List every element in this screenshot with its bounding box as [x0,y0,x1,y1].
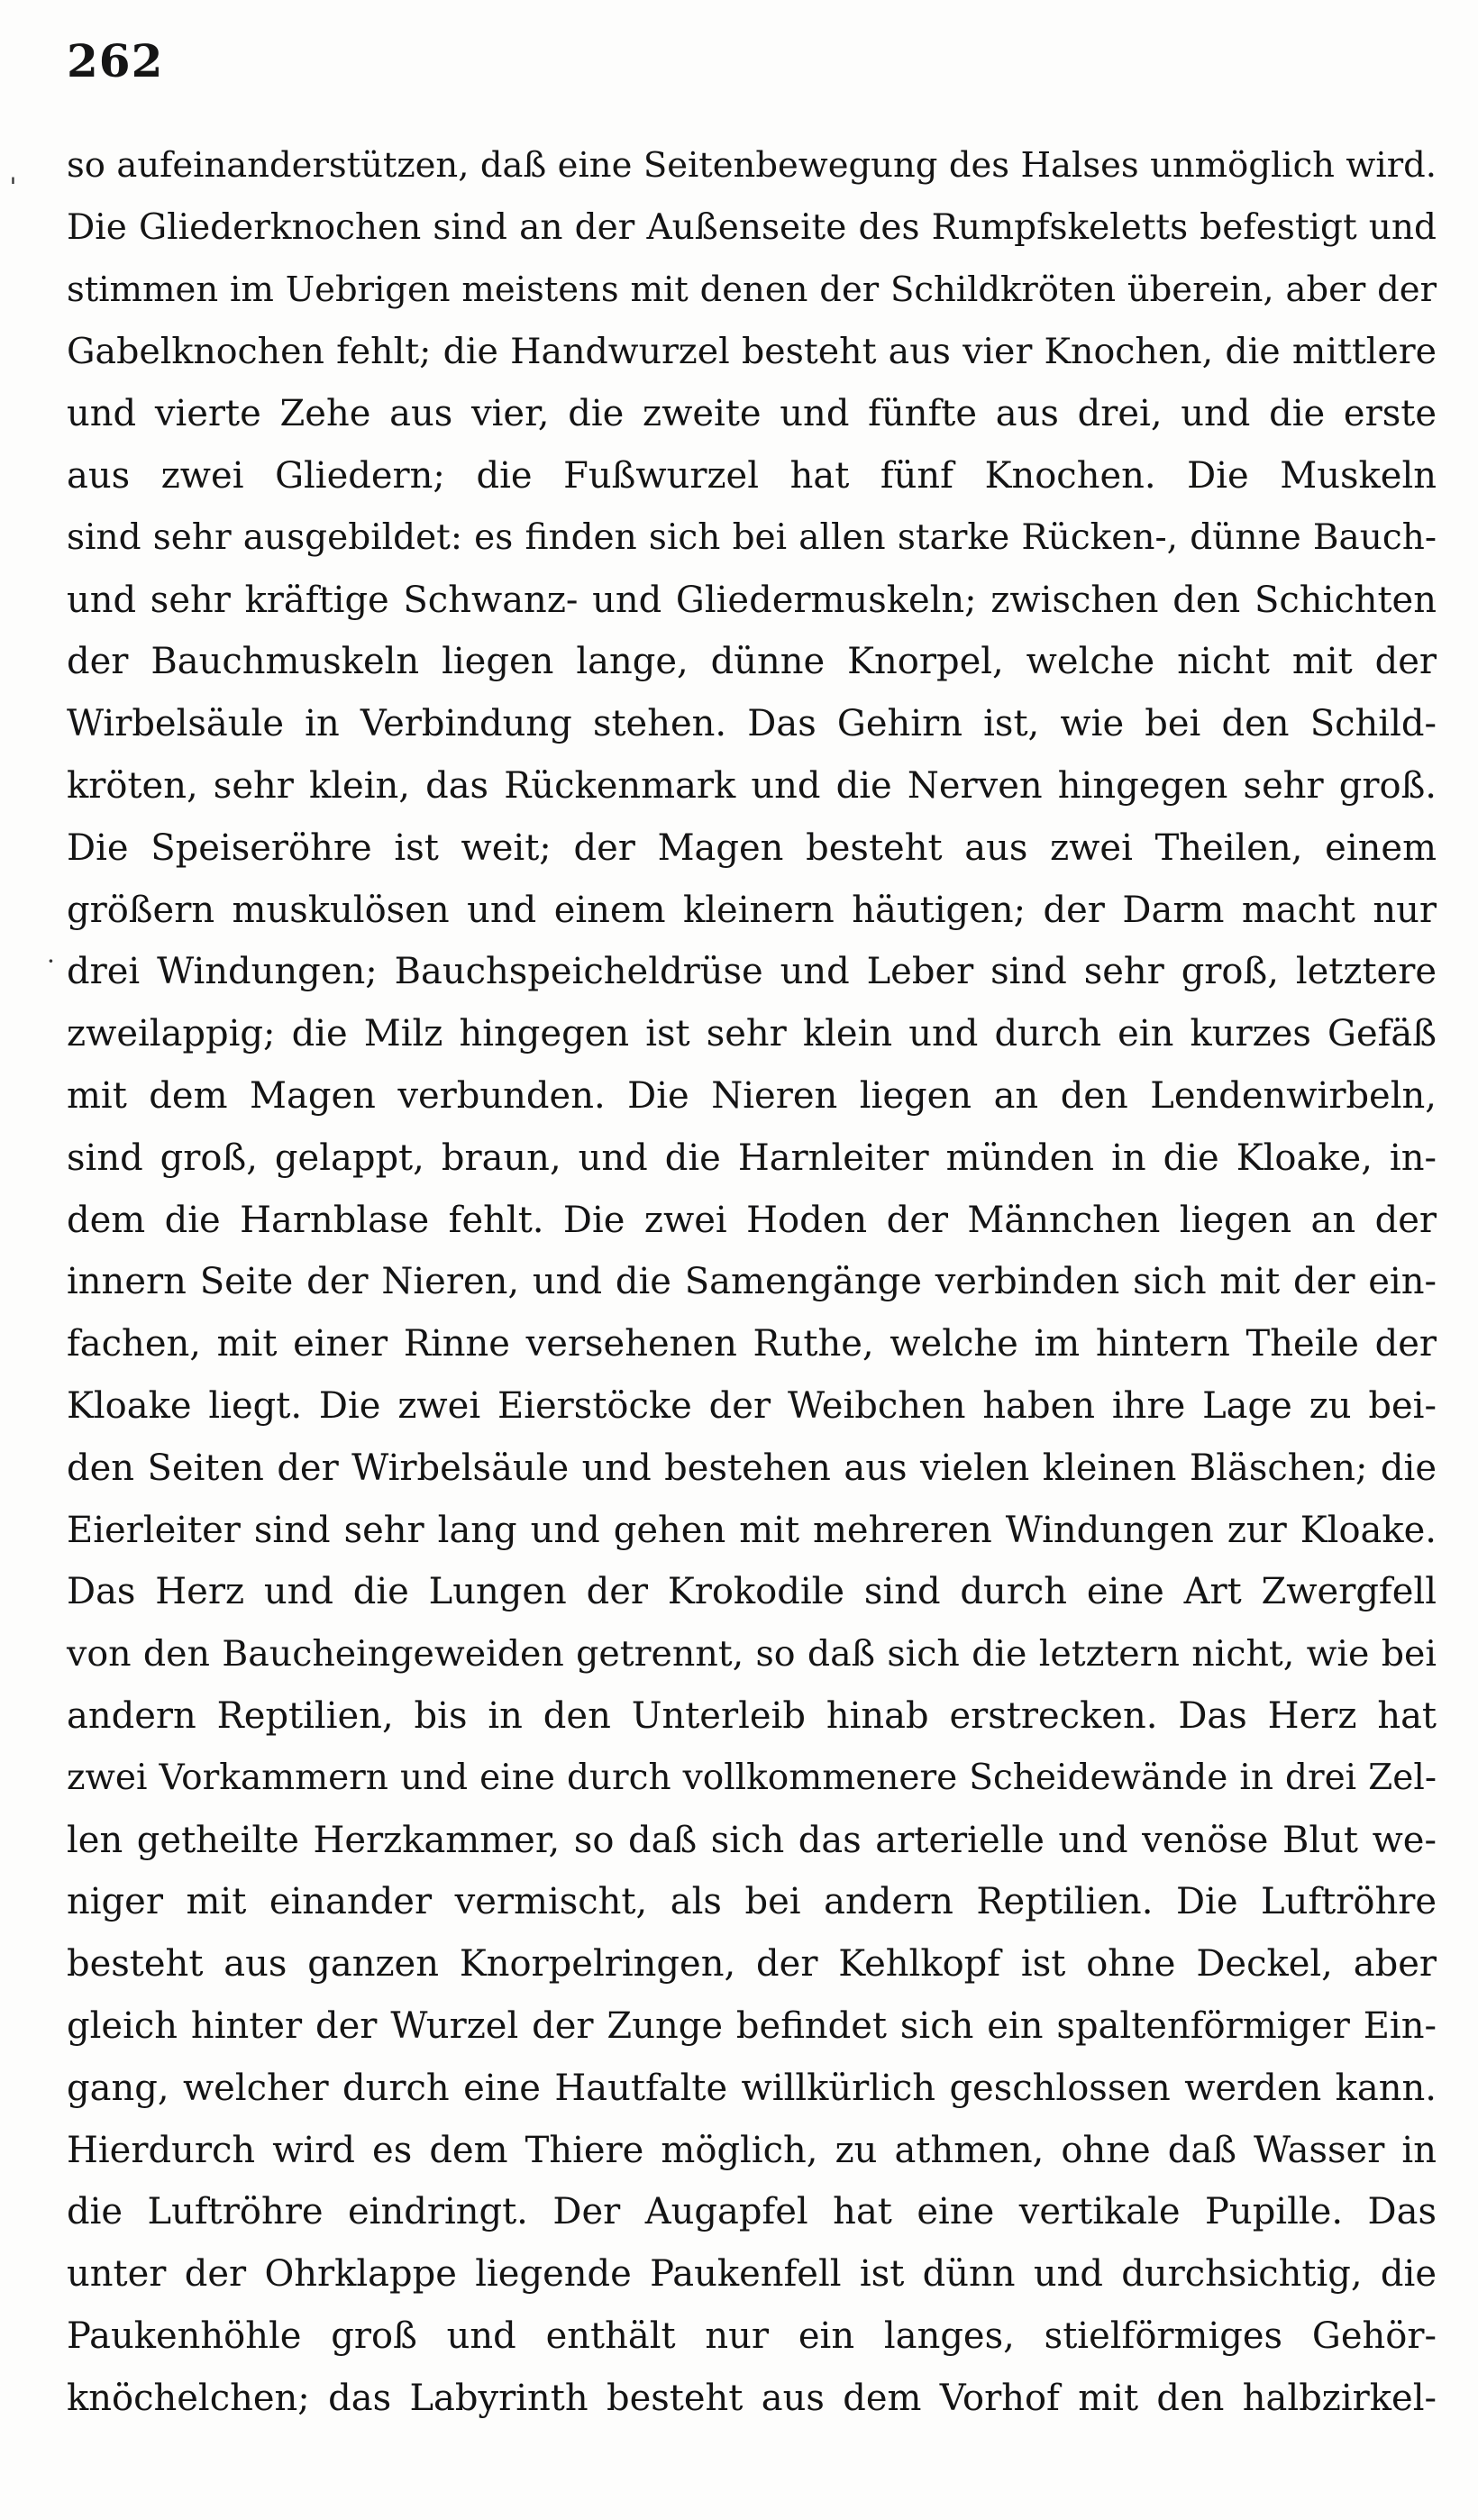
text-line: aus zwei Gliedern; die Fußwurzel hat fünf Knochen. Die Muskeln [67,454,1437,497]
body-text [67,135,1437,2429]
text-line: mit dem Magen verbunden. Die Nieren liegen an den Lendenwirbeln, [67,1074,1437,1117]
text-line: kröten, sehr klein, das Rückenmark und die Nerven hingegen sehr groß. [67,764,1437,807]
text-line: zwei Vorkammern und eine durch vollkommenere Scheidewände in drei Zel- [67,1757,1437,1798]
text-line: len getheilte Herzkammer, so daß sich das arterielle und venöse Blut we- [67,1819,1437,1861]
text-line: stimmen im Uebrigen meistens mit denen der Schildkröten überein, aber der [67,269,1437,310]
text-line: dem die Harnblase fehlt. Die zwei Hoden der Männchen liegen an der [67,1199,1437,1241]
text-line: von den Baucheingeweiden getrennt, so daß sich die letztern nicht, wie bei [67,1633,1437,1675]
text-line: unter der Ohrklappe liegende Paukenfell ist dünn und durchsichtig, die [67,2253,1437,2296]
text-line: gang, welcher durch eine Hautfalte willkürlich geschlossen werden kann. [67,2067,1437,2109]
text-line: sind groß, gelappt, braun, und die Harnleiter münden in die Kloake, in- [67,1137,1437,1179]
margin-tick-mark: ˌ [9,153,17,187]
margin-dot-mark: · [47,946,55,976]
text-line: so aufeinanderstützen, daß eine Seitenbewegung des Halses unmöglich wird. [67,145,1437,186]
text-line: die Luftröhre eindringt. Der Augapfel hat eine vertikale Pupille. Das [67,2191,1437,2233]
text-line: Die Gliederknochen sind an der Außenseite des Rumpfskeletts befestigt und [67,206,1437,248]
text-line: und sehr kräftige Schwanz- und Gliedermuskeln; zwischen den Schichten [67,579,1437,621]
text-line: Das Herz und die Lungen der Krokodile sind durch eine Art Zwergfell [67,1571,1437,1613]
page-number: 262 [67,34,164,87]
text-line: Eierleiter sind sehr lang und gehen mit mehreren Windungen zur Kloake. [67,1509,1437,1551]
text-line: Wirbelsäule in Verbindung stehen. Das Gehirn ist, wie bei den Schild- [67,703,1437,745]
text-line: Hierdurch wird es dem Thiere möglich, zu athmen, ohne daß Wasser in [67,2129,1437,2171]
text-line: fachen, mit einer Rinne versehenen Ruthe, welche im hintern Theile der [67,1323,1437,1365]
text-line: den Seiten der Wirbelsäule und bestehen aus vielen kleinen Bläschen; die [67,1447,1437,1489]
text-line: drei Windungen; Bauchspeicheldrüse und Leber sind sehr groß, letztere [67,951,1437,993]
text-line: und vierte Zehe aus vier, die zweite und fünfte aus drei, und die erste [67,393,1437,435]
text-line: Paukenhöhle groß und enthält nur ein langes, stielförmiges Gehör- [67,2315,1437,2357]
text-line: gleich hinter der Wurzel der Zunge befindet sich ein spaltenförmiger Ein- [67,2004,1437,2047]
text-line: der Bauchmuskeln liegen lange, dünne Knorpel, welche nicht mit der [67,641,1437,683]
text-line: Gabelknochen fehlt; die Handwurzel besteht aus vier Knochen, die mittlere [67,331,1437,373]
text-line: Die Speiseröhre ist weit; der Magen besteht aus zwei Theilen, einem [67,826,1437,869]
text-line: knöchelchen; das Labyrinth besteht aus dem Vorhof mit den halbzirkel- [67,2377,1437,2419]
text-line: größern muskulösen und einem kleinern häutigen; der Darm macht nur [67,889,1437,931]
text-line: innern Seite der Nieren, und die Samengänge verbinden sich mit der ein- [67,1261,1437,1303]
text-line: andern Reptilien, bis in den Unterleib hinab erstrecken. Das Herz hat [67,1694,1437,1737]
text-line: zweilappig; die Milz hingegen ist sehr klein und durch ein kurzes Gefäß [67,1013,1437,1055]
text-line: niger mit einander vermischt, als bei andern Reptilien. Die Luftröhre [67,1881,1437,1923]
text-line: sind sehr ausgebildet: es finden sich bei allen starke Rücken-, dünne Bauch- [67,516,1437,558]
text-line: Kloake liegt. Die zwei Eierstöcke der Weibchen haben ihre Lage zu bei- [67,1384,1437,1427]
text-line: besteht aus ganzen Knorpelringen, der Kehlkopf ist ohne Deckel, aber [67,1943,1437,1986]
